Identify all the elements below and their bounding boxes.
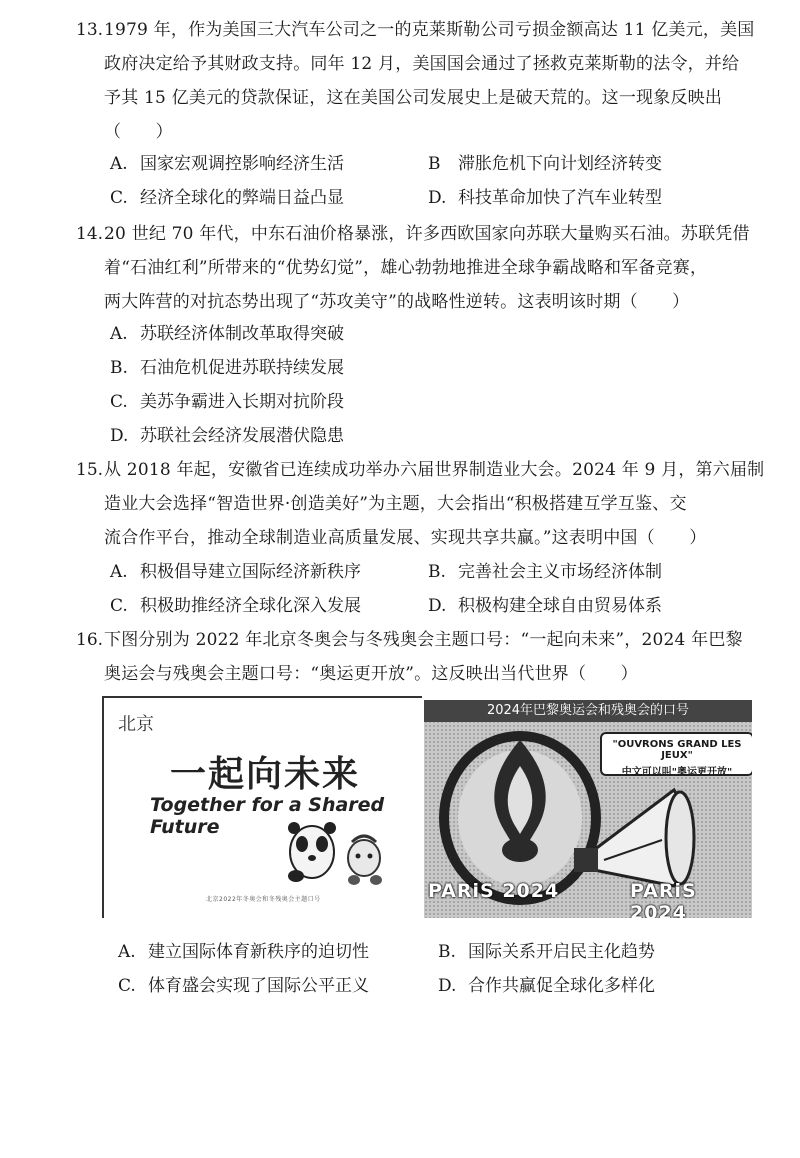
question-13-option-d[interactable] — [428, 186, 662, 210]
question-14-line-3: 两大阵营的对抗态势出现了“苏攻美守”的战略性逆转。这表明该时期（ ） — [104, 292, 690, 312]
bubble-chinese-slogan: 中文可以叫"奥运更开放" — [621, 767, 733, 778]
question-15-option-a[interactable] — [110, 560, 361, 584]
question-14-number: 14. — [76, 224, 104, 244]
option-text: 合作共赢促全球化多样化 — [468, 976, 655, 996]
option-key: C. — [110, 188, 128, 208]
question-16-line-2: 奥运会与残奥会主题口号：“奥运更开放”。这反映出当代世界（ ） — [104, 664, 638, 684]
question-15-number: 15. — [76, 460, 104, 480]
question-14-option-d[interactable] — [110, 424, 344, 448]
bubble-french-slogan: "OUVRONS GRAND LES JEUX" — [612, 739, 742, 761]
question-13-option-c[interactable] — [110, 186, 344, 210]
option-text: 国际关系开启民主化趋势 — [468, 942, 655, 962]
question-16-option-b[interactable] — [438, 940, 655, 964]
option-text: 滞胀危机下向计划经济转变 — [458, 154, 662, 174]
question-14-option-b[interactable] — [110, 356, 344, 380]
question-13-line-4: （ ） — [104, 122, 173, 142]
option-text: 积极助推经济全球化深入发展 — [140, 596, 361, 616]
option-key: B — [428, 154, 441, 174]
question-13-line-3: 予其 15 亿美元的贷款保证，这在美国公司发展史上是破天荒的。这一现象反映出 — [104, 88, 723, 108]
question-13-line-1: 1979 年，作为美国三大汽车公司之一的克莱斯勒公司亏损金额高达 11 亿美元，美国 — [104, 20, 755, 40]
question-16-option-d[interactable] — [438, 974, 655, 998]
option-key: D. — [438, 976, 457, 996]
question-15-option-b[interactable] — [428, 560, 662, 584]
option-text: 积极构建全球自由贸易体系 — [458, 596, 662, 616]
option-key: A. — [110, 562, 128, 582]
option-key: B. — [438, 942, 456, 962]
question-16-number: 16. — [76, 630, 104, 650]
option-key: D. — [428, 596, 447, 616]
option-key: A. — [118, 942, 136, 962]
option-text: 体育盛会实现了国际公平正义 — [148, 976, 369, 996]
option-key: B. — [110, 358, 128, 378]
question-15-line-1: 从 2018 年起，安徽省已连续成功举办六届世界制造业大会。2024 年 9 月，第六届制 — [104, 460, 765, 480]
lantern-mascot-icon — [348, 836, 382, 885]
paris-emblem-icon — [444, 736, 596, 900]
question-16-line-1: 下图分别为 2022 年北京冬奥会与冬残奥会主题口号：“一起向未来”，2024 年巴黎 — [104, 630, 743, 650]
question-13-option-a[interactable] — [110, 152, 344, 176]
option-text: 科技革命加快了汽车业转型 — [458, 188, 662, 208]
paris-header: 2024年巴黎奥运会和残奥会的口号 — [424, 700, 752, 722]
paris-label-left: PARiS 2024 — [428, 880, 560, 902]
option-text: 建立国际体育新秩序的迫切性 — [148, 942, 369, 962]
question-15-option-c[interactable] — [110, 594, 361, 618]
option-text: 完善社会主义市场经济体制 — [458, 562, 662, 582]
question-14-line-2: 着“石油红利”所带来的“优势幻觉”，雄心勃勃地推进全球争霸战略和军备竞赛， — [104, 258, 708, 278]
figure-beijing-2022 — [102, 696, 422, 918]
beijing-slogan-chinese: 一起向未来 — [170, 754, 361, 795]
question-16-option-a[interactable] — [118, 940, 369, 964]
beijing-logo-mark: 北京 — [118, 714, 154, 735]
mascots-illustration — [282, 814, 392, 894]
option-text: 国家宏观调控影响经济生活 — [140, 154, 344, 174]
speech-bubble — [600, 732, 752, 776]
paris-label-right: PARiS 2024 — [630, 880, 697, 918]
option-key: A. — [110, 154, 128, 174]
option-text: 石油危机促进苏联持续发展 — [140, 358, 344, 378]
question-14-option-c[interactable] — [110, 390, 344, 414]
figure-border — [102, 696, 104, 918]
question-14-line-1: 20 世纪 70 年代，中东石油价格暴涨，许多西欧国家向苏联大量购买石油。苏联凭借 — [104, 224, 750, 244]
option-text: 美苏争霸进入长期对抗阶段 — [140, 392, 344, 412]
question-14-option-a[interactable] — [110, 322, 344, 346]
question-16-option-c[interactable] — [118, 974, 369, 998]
option-text: 苏联经济体制改革取得突破 — [140, 324, 344, 344]
question-15-option-d[interactable] — [428, 594, 662, 618]
beijing-caption: 北京2022年冬奥会和冬残奥会主题口号 — [206, 896, 321, 903]
question-13-number: 13. — [76, 20, 104, 40]
option-text: 积极倡导建立国际经济新秩序 — [140, 562, 361, 582]
option-text: 苏联社会经济发展潜伏隐患 — [140, 426, 344, 446]
option-text: 经济全球化的弊端日益凸显 — [140, 188, 344, 208]
option-key: D. — [428, 188, 447, 208]
question-13-option-b[interactable] — [428, 152, 662, 176]
figure-paris-2024 — [424, 700, 752, 918]
option-key: C. — [110, 596, 128, 616]
option-key: D. — [110, 426, 129, 446]
option-key: B. — [428, 562, 446, 582]
question-15-line-2: 造业大会选择“智造世界·创造美好”为主题，大会指出“积极搭建互学互鉴、交 — [104, 494, 687, 514]
panda-mascot-icon — [288, 822, 336, 882]
option-key: A. — [110, 324, 128, 344]
question-15-line-3: 流合作平台，推动全球制造业高质量发展、实现共享共赢。”这表明中国（ ） — [104, 528, 707, 548]
beijing-slogan-english: Together for a Shared Future — [150, 794, 385, 838]
figure-border — [102, 696, 422, 698]
option-key: C. — [118, 976, 136, 996]
question-13-line-2: 政府决定给予其财政支持。同年 12 月，美国国会通过了拯救克莱斯勒的法令，并给 — [104, 54, 740, 74]
option-key: C. — [110, 392, 128, 412]
